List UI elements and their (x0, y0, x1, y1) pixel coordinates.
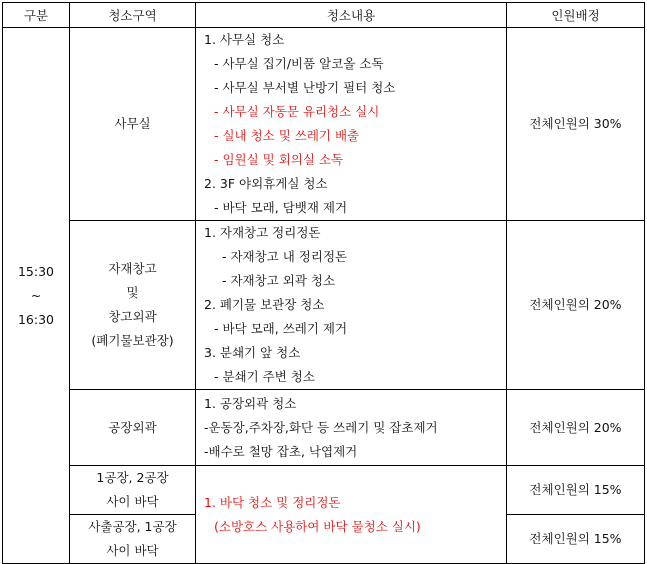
floors-line: (소방호스 사용하여 바닥 물청소 실시) (214, 518, 421, 534)
header-staff: 인원배정 (507, 3, 645, 28)
factory-line: 1. 공장외곽 청소 (204, 395, 297, 411)
warehouse-line: - 분쇄기 주변 청소 (214, 369, 315, 384)
office-line: 1. 사무실 청소 (204, 32, 285, 47)
area-factory: 공장외곽 (70, 390, 196, 466)
floor1-area-line: 1공장, 2공장 (96, 470, 169, 485)
cleaning-schedule-table (2, 2, 645, 564)
header-row (3, 3, 645, 28)
header-content: 청소내용 (196, 3, 507, 28)
warehouse-area-line: 및 (126, 285, 139, 300)
time-cell (3, 28, 70, 564)
content-factory (196, 390, 507, 466)
row-warehouse (3, 221, 645, 390)
office-line: - 사무실 부서별 난방기 필터 청소 (214, 80, 396, 95)
warehouse-line: 1. 자재창고 정리정돈 (204, 225, 321, 240)
staff-floor-2: 전체인원의 15% (507, 515, 645, 564)
office-line: - 바닥 모래, 담뱃재 제거 (214, 200, 348, 215)
office-line: - 사무실 집기/비품 알코올 소독 (214, 56, 384, 71)
office-line: - 사무실 자동문 유리청소 실시 (214, 104, 380, 119)
floors-line: 1. 바닥 청소 및 정리정돈 (204, 494, 341, 510)
area-office: 사무실 (70, 28, 196, 221)
row-factory (3, 390, 645, 466)
time-end: 16:30 (17, 311, 55, 327)
row-office (3, 28, 645, 221)
office-line: - 임원실 및 회의실 소독 (214, 152, 344, 167)
row-floor-1 (3, 466, 645, 515)
warehouse-area-line: 자재창고 (108, 261, 157, 276)
area-warehouse (70, 221, 196, 390)
floor2-area-line: 사출공장, 1공장 (88, 519, 177, 534)
content-office (196, 28, 507, 221)
time-separator: ~ (30, 287, 42, 303)
content-floors (196, 466, 507, 564)
warehouse-line: 3. 분쇄기 앞 청소 (204, 345, 301, 360)
office-line: - 실내 청소 및 쓰레기 배출 (214, 128, 360, 143)
warehouse-area-line: 창고외곽 (108, 309, 157, 324)
factory-line: -배수로 철망 잡초, 낙엽제거 (204, 443, 358, 459)
warehouse-line: - 자재창고 내 정리정돈 (222, 249, 348, 264)
area-floor-1 (70, 466, 196, 515)
area-floor-2 (70, 515, 196, 564)
staff-floor-1: 전체인원의 15% (507, 466, 645, 515)
content-warehouse (196, 221, 507, 390)
staff-office: 전체인원의 30% (507, 28, 645, 221)
header-division: 구분 (3, 3, 70, 28)
warehouse-line: - 자재창고 외곽 청소 (222, 273, 336, 288)
header-area: 청소구역 (70, 3, 196, 28)
warehouse-line: 2. 폐기물 보관장 청소 (204, 297, 325, 312)
time-start: 15:30 (17, 263, 55, 279)
office-line: 2. 3F 야외휴게실 청소 (204, 176, 328, 191)
floor2-area-line: 사이 바닥 (106, 543, 159, 558)
staff-factory: 전체인원의 20% (507, 390, 645, 466)
floor1-area-line: 사이 바닥 (106, 494, 159, 509)
warehouse-area-line: (폐기물보관장) (91, 333, 174, 348)
staff-warehouse: 전체인원의 20% (507, 221, 645, 390)
warehouse-line: - 바닥 모래, 쓰레기 제거 (214, 321, 348, 336)
factory-line: -운동장,주차장,화단 등 쓰레기 및 잡초제거 (204, 419, 438, 435)
